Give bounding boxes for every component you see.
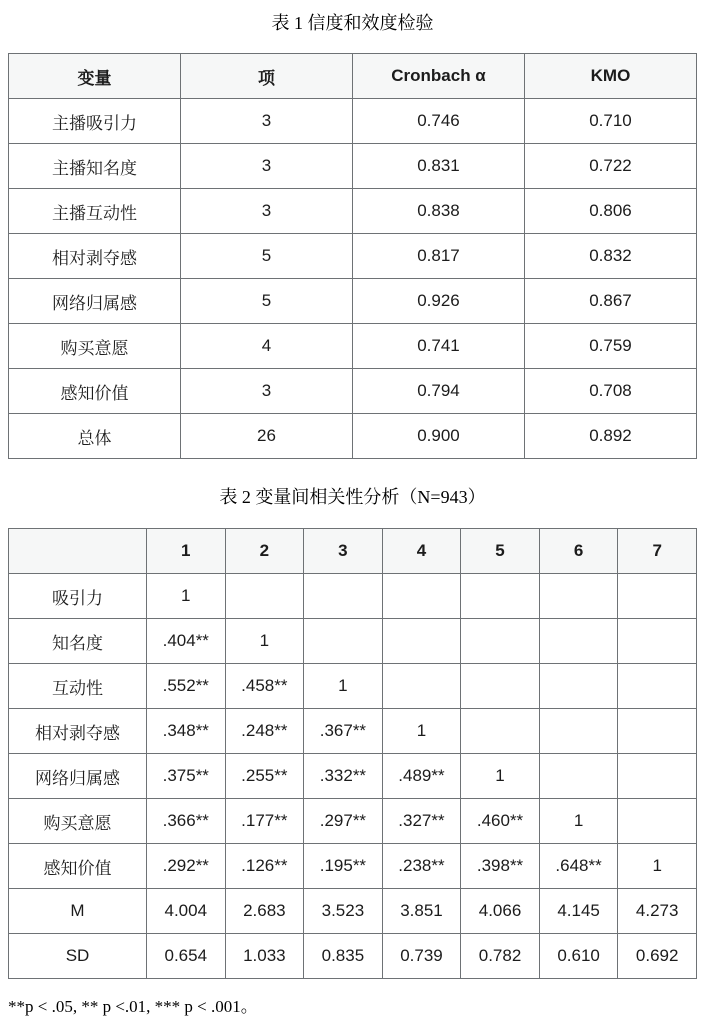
table-cell: 0.817 [353, 234, 525, 279]
table-cell: 0.708 [525, 369, 697, 414]
table-cell: .366** [147, 799, 226, 844]
column-header: 7 [618, 529, 697, 574]
table-cell: .332** [304, 754, 383, 799]
table-cell: .292** [147, 844, 226, 889]
table-cell [304, 619, 383, 664]
row-label: 主播互动性 [9, 189, 181, 234]
table-cell: 0.835 [304, 934, 383, 979]
table-cell: 3 [181, 144, 353, 189]
table-row [9, 574, 697, 619]
row-label: 主播知名度 [9, 144, 181, 189]
table-cell [618, 754, 697, 799]
table-cell: .552** [147, 664, 226, 709]
table-cell: 1 [147, 574, 226, 619]
table-cell: 2.683 [225, 889, 304, 934]
table-cell [539, 664, 618, 709]
table-cell: 1 [618, 844, 697, 889]
table-cell: 0.722 [525, 144, 697, 189]
row-label: 主播吸引力 [9, 99, 181, 144]
table-cell: .348** [147, 709, 226, 754]
table-cell: 26 [181, 414, 353, 459]
row-label: 相对剥夺感 [9, 234, 181, 279]
table-cell: .248** [225, 709, 304, 754]
column-header: 项 [181, 54, 353, 99]
table-cell: .648** [539, 844, 618, 889]
table-cell: 0.741 [353, 324, 525, 369]
table-cell: .195** [304, 844, 383, 889]
table-cell: .398** [461, 844, 540, 889]
table-row [9, 844, 697, 889]
reliability-validity-table [8, 53, 697, 459]
table-cell: 3 [181, 189, 353, 234]
column-header: KMO [525, 54, 697, 99]
table-cell: 4.004 [147, 889, 226, 934]
correlation-table [8, 528, 697, 979]
table-cell: 5 [181, 234, 353, 279]
table-cell: 1.033 [225, 934, 304, 979]
table-cell: 1 [461, 754, 540, 799]
table-row [9, 279, 697, 324]
table-row [9, 189, 697, 234]
table-cell: 1 [539, 799, 618, 844]
table-cell: 0.654 [147, 934, 226, 979]
table-cell: 0.867 [525, 279, 697, 324]
column-header: 1 [147, 529, 226, 574]
table-cell: 4.066 [461, 889, 540, 934]
row-label: M [9, 889, 147, 934]
table-row [9, 619, 697, 664]
table-cell: .177** [225, 799, 304, 844]
row-label: 网络归属感 [9, 754, 147, 799]
table-cell [618, 709, 697, 754]
table-cell [461, 664, 540, 709]
table-cell: .460** [461, 799, 540, 844]
table-cell: 4.145 [539, 889, 618, 934]
table-cell: 0.806 [525, 189, 697, 234]
table-cell: 0.831 [353, 144, 525, 189]
table-cell [618, 619, 697, 664]
table-cell: 0.710 [525, 99, 697, 144]
column-header [9, 529, 147, 574]
column-header: 6 [539, 529, 618, 574]
table-cell: .255** [225, 754, 304, 799]
column-header: 2 [225, 529, 304, 574]
table-cell: .126** [225, 844, 304, 889]
table-cell: 3 [181, 99, 353, 144]
table-cell: 0.759 [525, 324, 697, 369]
table-cell: 1 [225, 619, 304, 664]
table-cell [461, 574, 540, 619]
table-row [9, 664, 697, 709]
table-cell: .367** [304, 709, 383, 754]
table-cell: 0.926 [353, 279, 525, 324]
table-cell [618, 799, 697, 844]
table-cell [461, 709, 540, 754]
table-cell: .375** [147, 754, 226, 799]
row-label: 感知价值 [9, 844, 147, 889]
table-cell: 0.794 [353, 369, 525, 414]
table-cell [539, 754, 618, 799]
table-cell: 0.739 [382, 934, 461, 979]
significance-footnote: **p < .05, ** p <.01, *** p < .001。 [8, 997, 258, 1016]
column-header: 变量 [9, 54, 181, 99]
table-row [9, 754, 697, 799]
table-cell [618, 574, 697, 619]
table-cell: 4 [181, 324, 353, 369]
table2-title: 表 2 变量间相关性分析（N=943） [219, 487, 486, 507]
table-cell: 0.838 [353, 189, 525, 234]
table-cell: 0.746 [353, 99, 525, 144]
table-cell: .327** [382, 799, 461, 844]
table-cell [539, 709, 618, 754]
table-cell [382, 619, 461, 664]
table-cell [225, 574, 304, 619]
table-row [9, 799, 697, 844]
table-cell: 5 [181, 279, 353, 324]
table-cell: 1 [382, 709, 461, 754]
row-label: 知名度 [9, 619, 147, 664]
table-cell: 0.832 [525, 234, 697, 279]
table-header-row [9, 54, 697, 99]
row-label: 购买意愿 [9, 324, 181, 369]
column-header: 3 [304, 529, 383, 574]
column-header: 5 [461, 529, 540, 574]
table-row [9, 324, 697, 369]
table-cell [304, 574, 383, 619]
table-row [9, 369, 697, 414]
table-cell: 3.851 [382, 889, 461, 934]
table-cell: 0.892 [525, 414, 697, 459]
table-row [9, 99, 697, 144]
table-cell: 0.782 [461, 934, 540, 979]
table-cell: 4.273 [618, 889, 697, 934]
table-cell: .489** [382, 754, 461, 799]
table-cell [382, 574, 461, 619]
table1-title: 表 1 信度和效度检验 [271, 13, 434, 33]
table-cell: .297** [304, 799, 383, 844]
table-row [9, 234, 697, 279]
table-row [9, 889, 697, 934]
table-cell: 3 [181, 369, 353, 414]
table-cell [539, 619, 618, 664]
table-row [9, 414, 697, 459]
table-cell: .458** [225, 664, 304, 709]
row-label: 总体 [9, 414, 181, 459]
row-label: 吸引力 [9, 574, 147, 619]
table-cell [461, 619, 540, 664]
table-cell: 0.610 [539, 934, 618, 979]
table-cell: 3.523 [304, 889, 383, 934]
table-header-row [9, 529, 697, 574]
table-cell: 0.692 [618, 934, 697, 979]
table-cell [618, 664, 697, 709]
row-label: SD [9, 934, 147, 979]
table-cell [382, 664, 461, 709]
table-cell [539, 574, 618, 619]
column-header: 4 [382, 529, 461, 574]
row-label: 购买意愿 [9, 799, 147, 844]
row-label: 相对剥夺感 [9, 709, 147, 754]
table-row [9, 144, 697, 189]
table-cell: .404** [147, 619, 226, 664]
table-cell: .238** [382, 844, 461, 889]
row-label: 网络归属感 [9, 279, 181, 324]
table-cell: 1 [304, 664, 383, 709]
row-label: 互动性 [9, 664, 147, 709]
table-row [9, 709, 697, 754]
row-label: 感知价值 [9, 369, 181, 414]
table-cell: 0.900 [353, 414, 525, 459]
table-row [9, 934, 697, 979]
column-header: Cronbach α [353, 54, 525, 99]
